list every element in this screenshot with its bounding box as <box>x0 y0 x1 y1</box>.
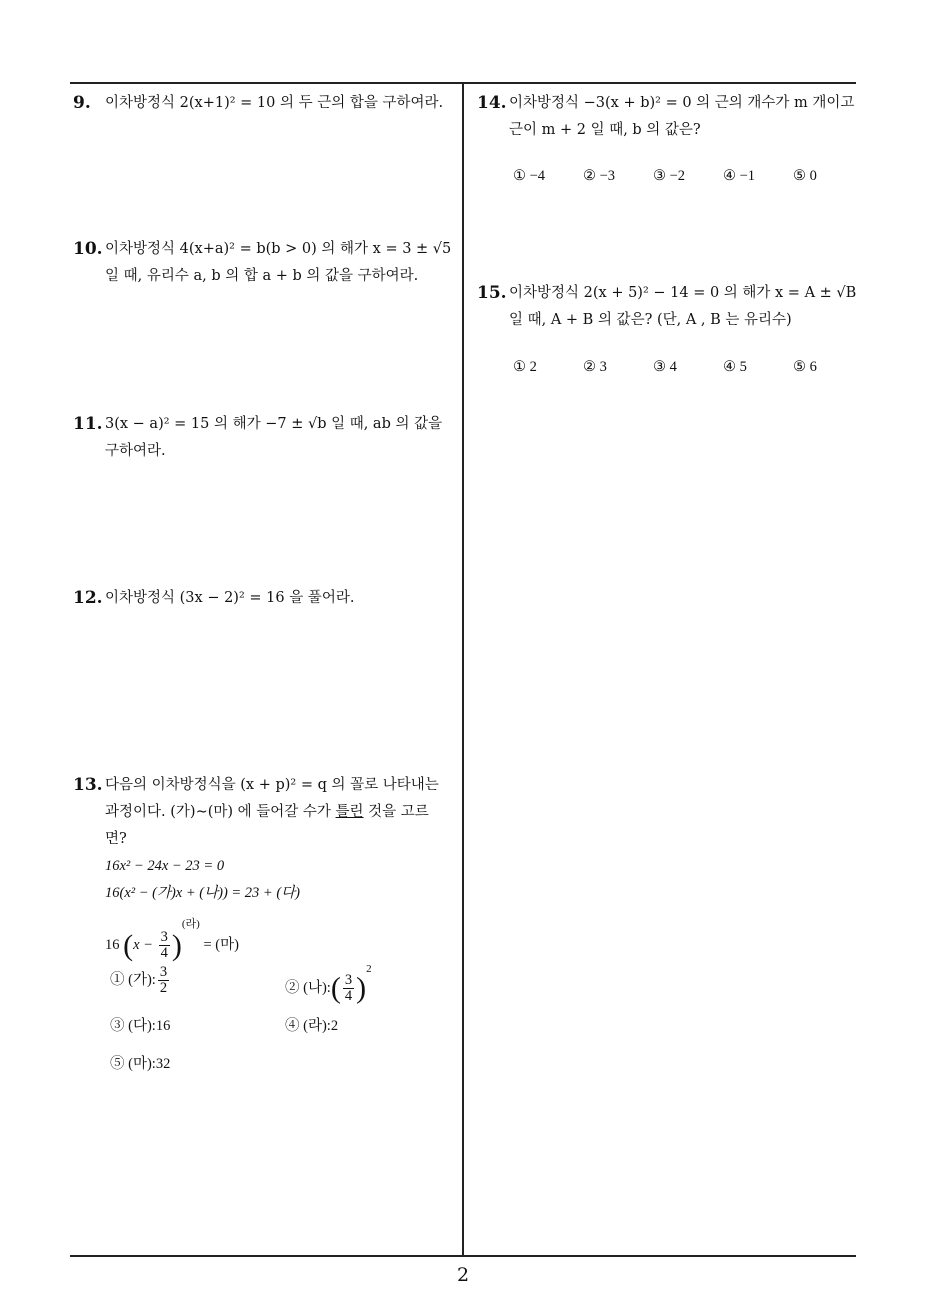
paren-open: ( <box>123 929 134 963</box>
denominator: 2 <box>159 980 168 996</box>
question-text: 이차방정식 2(x + 5)² − 14 = 0 의 해가 x = A ± √B <box>509 285 857 301</box>
question-15 <box>477 280 857 334</box>
choice-1[interactable] <box>110 965 171 996</box>
question-text: 이차방정식 4(x+a)² = b(b > 0) 의 해가 x = 3 ± √5 <box>105 241 452 257</box>
numerator: 3 <box>160 929 168 946</box>
question-11 <box>73 411 458 465</box>
underlined-word: 틀린 <box>335 804 364 820</box>
term: x − <box>133 937 153 953</box>
question-text: 다음의 이차방정식을 (x + p)² = q 의 꼴로 나타내는 <box>105 777 439 793</box>
choice-4[interactable]: ④ 5 <box>723 359 747 375</box>
question-number: 12. <box>73 588 103 608</box>
choice-5[interactable]: ⑤ 6 <box>793 359 817 375</box>
paren-close: ) <box>356 971 367 1005</box>
question-text: 일 때, A + B 의 값은? (단, A , B 는 유리수) <box>509 312 792 328</box>
question-number: 15. <box>477 283 507 303</box>
page-number: 2 <box>456 1264 470 1286</box>
question-10 <box>73 236 458 290</box>
choice-2[interactable]: ② 3 <box>583 359 607 375</box>
question-13 <box>73 772 458 961</box>
equation-3 <box>105 911 458 961</box>
choice-2[interactable] <box>285 963 372 1006</box>
question-14 <box>477 90 857 144</box>
paren-close: ) <box>171 929 182 963</box>
question-text: 구하여라. <box>105 443 166 459</box>
choice-label: ① (가): <box>110 971 156 988</box>
choices-15 <box>513 359 863 376</box>
choice-1[interactable]: ① 2 <box>513 359 537 375</box>
choice-5[interactable]: ⑤ 0 <box>793 168 817 184</box>
exponent: 2 <box>366 963 372 975</box>
numerator: 3 <box>159 964 168 980</box>
column-divider <box>462 82 464 1257</box>
question-text: 면? <box>105 831 127 847</box>
question-text: 이차방정식 2(x+1)² = 10 의 두 근의 합을 구하여라. <box>105 95 444 111</box>
choices-14 <box>513 168 863 185</box>
choice-1[interactable]: ① −4 <box>513 168 546 184</box>
choice-2[interactable]: ② −3 <box>583 168 616 184</box>
choice-3[interactable]: ③ 4 <box>653 359 677 375</box>
choice-5[interactable]: ⑤ (마):32 <box>110 1056 171 1072</box>
denominator: 4 <box>160 945 168 962</box>
question-text: 이차방정식 (3x − 2)² = 16 을 풀어라. <box>105 590 355 606</box>
choice-4[interactable]: ④ −1 <box>723 168 756 184</box>
paren-open: ( <box>330 971 341 1005</box>
equation-2: 16(x² − (가)x + (나)) = 23 + (다) <box>105 885 301 901</box>
text-part: 과정이다. (가)∼(마) 에 들어갈 수가 <box>105 804 336 820</box>
choice-3[interactable]: ③ −2 <box>653 168 686 184</box>
coefficient: 16 <box>105 937 120 953</box>
question-text: 이차방정식 −3(x + b)² = 0 의 근의 개수가 m 개이고 <box>509 95 855 111</box>
fraction <box>158 965 169 996</box>
question-9 <box>73 90 458 117</box>
fraction <box>159 930 170 961</box>
text-part: 것을 고르 <box>363 804 429 820</box>
equation-1: 16x² − 24x − 23 = 0 <box>105 858 225 874</box>
question-text: 일 때, 유리수 a, b 의 합 a + b 의 값을 구하여라. <box>105 268 419 284</box>
choice-3[interactable]: ③ (다):16 <box>110 1018 171 1034</box>
fraction <box>343 973 354 1004</box>
question-number: 10. <box>73 239 103 259</box>
choice-label: ② (나): <box>285 980 331 996</box>
denominator: 4 <box>344 988 353 1005</box>
question-text <box>105 799 458 826</box>
rhs: = (마) <box>203 937 239 953</box>
question-number: 9. <box>73 93 91 113</box>
exponent: (라) <box>181 918 200 930</box>
choice-4[interactable]: ④ (라):2 <box>285 1018 339 1034</box>
question-number: 11. <box>73 414 103 434</box>
question-text: 3(x − a)² = 15 의 해가 −7 ± √b 일 때, ab 의 값을 <box>105 416 443 432</box>
question-number: 13. <box>73 775 103 795</box>
question-number: 14. <box>477 93 507 113</box>
question-12 <box>73 585 458 612</box>
question-text: 근이 m + 2 일 때, b 의 값은? <box>509 122 701 138</box>
bottom-rule <box>70 1255 856 1257</box>
numerator: 3 <box>344 972 353 989</box>
